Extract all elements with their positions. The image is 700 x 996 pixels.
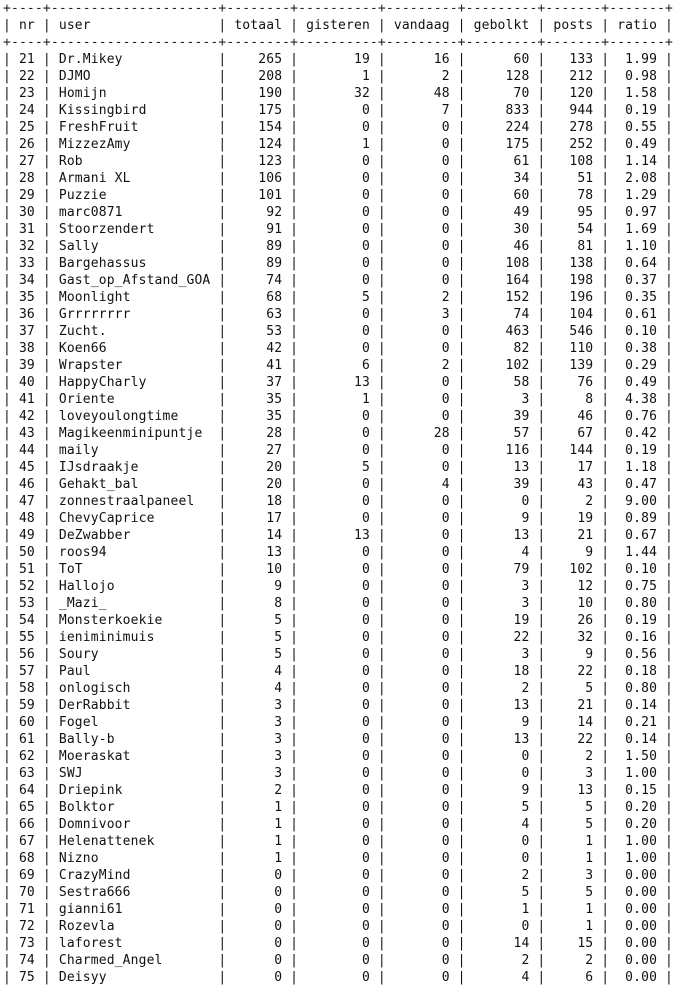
table-row: | 54 | Monsterkoekie | 5 | 0 | 0 | 19 | 26 | 0.19 | xyxy=(3,613,674,628)
table-row: | 49 | DeZwabber | 14 | 13 | 0 | 13 | 21 | 0.67 | xyxy=(3,528,674,543)
table-row: | 74 | Charmed_Angel | 0 | 0 | 0 | 2 | 2 | 0.00 | xyxy=(3,953,674,968)
table-row: | 66 | Domnivoor | 1 | 0 | 0 | 4 | 5 | 0.20 | xyxy=(3,817,674,832)
table-row: | 46 | Gehakt_bal | 20 | 0 | 4 | 39 | 43 | 0.47 | xyxy=(3,477,674,492)
table-row: | 41 | Oriente | 35 | 1 | 0 | 3 | 8 | 4.38 | xyxy=(3,392,674,407)
table-row: | 45 | IJsdraakje | 20 | 5 | 0 | 13 | 17 | 1.18 | xyxy=(3,460,674,475)
table-row: | 48 | ChevyCaprice | 17 | 0 | 0 | 9 | 19 | 0.89 | xyxy=(3,511,674,526)
table-header-divider: +----+---------------------+--------+----------+---------+---------+-------+-------+ xyxy=(3,35,674,50)
table-row: | 24 | Kissingbird | 175 | 0 | 7 | 833 | 944 | 0.19 | xyxy=(3,103,674,118)
table-row: | 56 | Soury | 5 | 0 | 0 | 3 | 9 | 0.56 | xyxy=(3,647,674,662)
table-row: | 35 | Moonlight | 68 | 5 | 2 | 152 | 196 | 0.35 | xyxy=(3,290,674,305)
table-row: | 65 | Bolktor | 1 | 0 | 0 | 5 | 5 | 0.20 | xyxy=(3,800,674,815)
table-row: | 60 | Fogel | 3 | 0 | 0 | 9 | 14 | 0.21 | xyxy=(3,715,674,730)
table-row: | 29 | Puzzie | 101 | 0 | 0 | 60 | 78 | 1.29 | xyxy=(3,188,674,203)
table-row: | 43 | Magikeenminipuntje | 28 | 0 | 28 | 57 | 67 | 0.42 | xyxy=(3,426,674,441)
table-body xyxy=(3,51,700,986)
table-header-row: | nr | user | totaal | gisteren | vandaag | gebolkt | posts | ratio | xyxy=(3,18,674,33)
table-row: | 69 | CrazyMind | 0 | 0 | 0 | 2 | 3 | 0.00 | xyxy=(3,868,674,883)
table-row: | 34 | Gast_op_Afstand_GOA | 74 | 0 | 0 | 164 | 198 | 0.37 | xyxy=(3,273,674,288)
table-row: | 42 | loveyoulongtime | 35 | 0 | 0 | 39 | 46 | 0.76 | xyxy=(3,409,674,424)
table-row: | 63 | SWJ | 3 | 0 | 0 | 0 | 3 | 1.00 | xyxy=(3,766,674,781)
table-row: | 23 | Homijn | 190 | 32 | 48 | 70 | 120 | 1.58 | xyxy=(3,86,674,101)
table-row: | 44 | maily | 27 | 0 | 0 | 116 | 144 | 0.19 | xyxy=(3,443,674,458)
table-row: | 75 | Deisyy | 0 | 0 | 0 | 4 | 6 | 0.00 | xyxy=(3,970,674,985)
table-row: | 73 | laforest | 0 | 0 | 0 | 14 | 15 | 0.00 | xyxy=(3,936,674,951)
table-row: | 71 | gianni61 | 0 | 0 | 0 | 1 | 1 | 0.00 | xyxy=(3,902,674,917)
table-row: | 61 | Bally-b | 3 | 0 | 0 | 13 | 22 | 0.14 | xyxy=(3,732,674,747)
table-row: | 52 | Hallojo | 9 | 0 | 0 | 3 | 12 | 0.75 | xyxy=(3,579,674,594)
table-row: | 26 | MizzezAmy | 124 | 1 | 0 | 175 | 252 | 0.49 | xyxy=(3,137,674,152)
table-row: | 55 | ieniminimuis | 5 | 0 | 0 | 22 | 32 | 0.16 | xyxy=(3,630,674,645)
table-row: | 62 | Moeraskat | 3 | 0 | 0 | 0 | 2 | 1.50 | xyxy=(3,749,674,764)
table-row: | 36 | Grrrrrrrr | 63 | 0 | 3 | 74 | 104 | 0.61 | xyxy=(3,307,674,322)
table-row: | 22 | DJMO | 208 | 1 | 2 | 128 | 212 | 0.98 | xyxy=(3,69,674,84)
table-row: | 47 | zonnestraalpaneel | 18 | 0 | 0 | 0 | 2 | 9.00 | xyxy=(3,494,674,509)
table-row: | 70 | Sestra666 | 0 | 0 | 0 | 5 | 5 | 0.00 | xyxy=(3,885,674,900)
table-row: | 25 | FreshFruit | 154 | 0 | 0 | 224 | 278 | 0.55 | xyxy=(3,120,674,135)
table-row: | 50 | roos94 | 13 | 0 | 0 | 4 | 9 | 1.44 | xyxy=(3,545,674,560)
table-row: | 33 | Bargehassus | 89 | 0 | 0 | 108 | 138 | 0.64 | xyxy=(3,256,674,271)
table-row: | 72 | Rozevla | 0 | 0 | 0 | 0 | 1 | 0.00 | xyxy=(3,919,674,934)
table-row: | 30 | marc0871 | 92 | 0 | 0 | 49 | 95 | 0.97 | xyxy=(3,205,674,220)
table-row: | 68 | Nizno | 1 | 0 | 0 | 0 | 1 | 1.00 | xyxy=(3,851,674,866)
table-row: | 57 | Paul | 4 | 0 | 0 | 18 | 22 | 0.18 | xyxy=(3,664,674,679)
table-row: | 31 | Stoorzendert | 91 | 0 | 0 | 30 | 54 | 1.69 | xyxy=(3,222,674,237)
table-row: | 58 | onlogisch | 4 | 0 | 0 | 2 | 5 | 0.80 | xyxy=(3,681,674,696)
table-row: | 40 | HappyCharly | 37 | 13 | 0 | 58 | 76 | 0.49 | xyxy=(3,375,674,390)
table-row: | 32 | Sally | 89 | 0 | 0 | 46 | 81 | 1.10 | xyxy=(3,239,674,254)
table-row: | 37 | Zucht. | 53 | 0 | 0 | 463 | 546 | 0.10 | xyxy=(3,324,674,339)
table-row: | 38 | Koen66 | 42 | 0 | 0 | 82 | 110 | 0.38 | xyxy=(3,341,674,356)
table-top-border: +----+---------------------+--------+----------+---------+---------+-------+-------+ xyxy=(3,1,674,16)
table-row: | 53 | _Mazi_ | 8 | 0 | 0 | 3 | 10 | 0.80 | xyxy=(3,596,674,611)
table-row: | 28 | Armani XL | 106 | 0 | 0 | 34 | 51 | 2.08 | xyxy=(3,171,674,186)
table-row: | 67 | Helenattenek | 1 | 0 | 0 | 0 | 1 | 1.00 | xyxy=(3,834,674,849)
table-row: | 59 | DerRabbit | 3 | 0 | 0 | 13 | 21 | 0.14 | xyxy=(3,698,674,713)
table-row: | 21 | Dr.Mikey | 265 | 19 | 16 | 60 | 133 | 1.99 | xyxy=(3,52,674,67)
table-row: | 64 | Driepink | 2 | 0 | 0 | 9 | 13 | 0.15 | xyxy=(3,783,674,798)
table-row: | 27 | Rob | 123 | 0 | 0 | 61 | 108 | 1.14 | xyxy=(3,154,674,169)
table-row: | 39 | Wrapster | 41 | 6 | 2 | 102 | 139 | 0.29 | xyxy=(3,358,674,373)
table-row: | 51 | ToT | 10 | 0 | 0 | 79 | 102 | 0.10 | xyxy=(3,562,674,577)
